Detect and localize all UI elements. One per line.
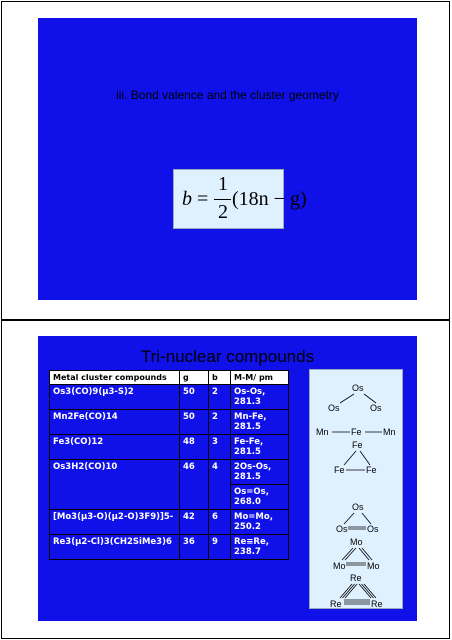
g-cell: 46 (180, 460, 209, 510)
compound-cell: Mn2Fe(CO)14 (50, 410, 180, 435)
g-cell: 42 (180, 510, 209, 535)
structure-mn2fe (316, 427, 396, 437)
atom-label: Os (352, 383, 364, 393)
formula-numerator: 1 (218, 173, 228, 195)
atom-label: Os (352, 502, 364, 512)
formula-denominator: 2 (218, 201, 228, 223)
table-header: M-M/ pm (231, 371, 289, 385)
g-cell: 48 (180, 435, 209, 460)
table-header: b (209, 371, 231, 385)
cluster-table (49, 370, 289, 560)
atom-label: Re (371, 599, 383, 609)
b-cell: 4 (209, 460, 231, 510)
structure-os3-open (328, 383, 382, 413)
table-header-row (50, 371, 289, 385)
b-cell: 2 (209, 410, 231, 435)
mm-cell: Os-Os, 281.3 (231, 385, 289, 410)
mm-cell: Mn-Fe, 281.5 (231, 410, 289, 435)
slide-tri-nuclear (38, 336, 417, 621)
atom-label: Fe (334, 465, 345, 475)
table-row (50, 435, 289, 460)
mm-cell: Fe-Fe, 281.5 (231, 435, 289, 460)
g-cell: 50 (180, 410, 209, 435)
b-cell: 2 (209, 385, 231, 410)
structure-mo3 (333, 537, 380, 571)
compound-cell: Os3H2(CO)10 (50, 460, 180, 510)
mm-cell: Re≡Re, 238.7 (231, 535, 289, 560)
structure-re3 (330, 573, 383, 609)
atom-label: Os (328, 403, 340, 413)
formula-box (173, 169, 307, 229)
slide-page-1 (1, 1, 450, 320)
atom-label: Os (367, 524, 379, 534)
table-row (50, 385, 289, 410)
formula-lhs: b (182, 188, 192, 210)
structure-fe3-triangle (334, 440, 377, 475)
formula-equals: = (197, 188, 209, 210)
cluster-structures (310, 370, 404, 610)
table-header: Metal cluster compounds (50, 371, 180, 385)
atom-label: Mo (367, 561, 380, 571)
atom-label: Fe (366, 465, 377, 475)
table-row (50, 535, 289, 560)
formula-rhs: (18n − g) (232, 188, 307, 210)
mm-cell: Mo=Mo, 250.2 (231, 510, 289, 535)
atom-label: Fe (352, 440, 363, 450)
mm-cell: 2Os-Os, 281.5 (231, 460, 289, 485)
slide-page-2 (1, 320, 450, 639)
compound-cell: Re3(μ2-Cl)3(CH2SiMe3)6 (50, 535, 180, 560)
compound-cell: Fe3(CO)12 (50, 435, 180, 460)
slide-subtitle: iii. Bond valence and the cluster geometry (116, 88, 339, 102)
table-header: g (180, 371, 209, 385)
atom-label: Fe (351, 427, 362, 437)
b-cell: 9 (209, 535, 231, 560)
table-row (50, 410, 289, 435)
mm-cell: Os=Os, 268.0 (231, 485, 289, 510)
g-cell: 36 (180, 535, 209, 560)
atom-label: Os (336, 524, 348, 534)
structures-panel (309, 369, 403, 609)
table-row (50, 510, 289, 535)
b-cell: 6 (209, 510, 231, 535)
slide-title: Tri-nuclear compounds (140, 347, 315, 366)
table-row (50, 460, 289, 485)
g-cell: 50 (180, 385, 209, 410)
atom-label: Re (350, 573, 362, 583)
atom-label: Mn (316, 427, 329, 437)
atom-label: Os (370, 403, 382, 413)
slide-bond-valence (38, 18, 417, 300)
compound-cell: [Mo3(μ3-O)(μ2-O)3F9)]5- (50, 510, 180, 535)
atom-label: Mn (383, 427, 396, 437)
atom-label: Re (330, 599, 342, 609)
atom-label: Mo (350, 537, 363, 547)
compound-cell: Os3(CO)9(μ3-S)2 (50, 385, 180, 410)
atom-label: Mo (333, 561, 346, 571)
fraction-bar (214, 199, 231, 200)
structure-os3-double (336, 502, 379, 534)
b-cell: 3 (209, 435, 231, 460)
